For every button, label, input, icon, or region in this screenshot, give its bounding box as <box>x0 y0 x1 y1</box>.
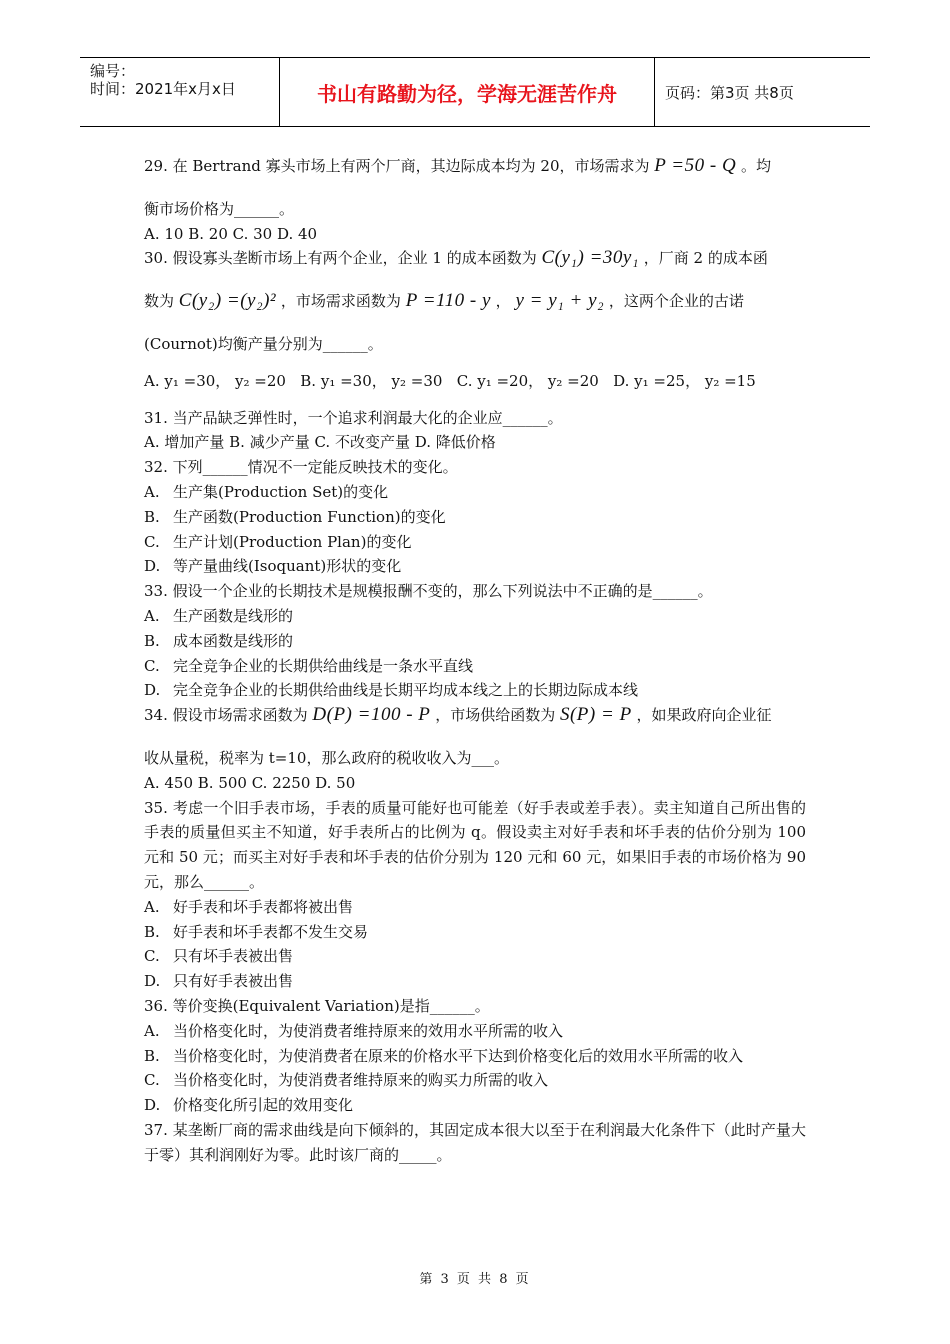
formula-cost-1: C(y₁) =30y₁ <box>541 247 639 269</box>
question-33-option-c: C. 完全竞争企业的长期供给曲线是一条水平直线 <box>144 656 474 675</box>
serial-label: 编号： <box>90 62 136 80</box>
formula-supply-function: S(P) = P <box>559 704 632 726</box>
formula-market-demand: P =110 - y <box>405 290 491 312</box>
question-32-stem: 32. 下列______情况不一定能反映技术的变化。 <box>144 458 458 477</box>
header-page-info: 页码：第3页 共8页 <box>665 83 794 102</box>
option-a: A. y₁ =30， y₂ =20 <box>144 371 286 390</box>
question-30-line-3: (Cournot)均衡产量分别为______。 <box>144 334 383 353</box>
question-33-option-a: A. 生产函数是线形的 <box>144 606 294 625</box>
question-31-options: A. 增加产量 B. 减少产量 C. 不改变产量 D. 降低价格 <box>144 433 496 452</box>
header-meta <box>80 58 280 126</box>
question-36-option-b: B. 当价格变化时，为使消费者在原来的价格水平下达到价格变化后的效用水平所需的收入 <box>144 1046 744 1065</box>
question-35-option-a: A. 好手表和坏手表都将被出售 <box>144 897 354 916</box>
question-36-option-a: A. 当价格变化时，为使消费者维持原来的效用水平所需的收入 <box>144 1021 564 1040</box>
question-34-line-1: 34. 假设市场需求函数为 D(P) =100 - P ，市场供给函数为 S(P) = P ，如果政府向企业征 <box>144 704 772 726</box>
page-footer: 第 3 页 共 8 页 <box>419 1272 531 1287</box>
question-32-option-b: B. 生产函数(Production Function)的变化 <box>144 507 446 526</box>
question-37-stem: 37. 某垄断厂商的需求曲线是向下倾斜的，其固定成本很大以至于在利润最大化条件下（此时产量大于零）其利润刚好为零。此时该厂商的_____。 <box>144 1120 806 1164</box>
question-29-line-1: 29. 在 Bertrand 寡头市场上有两个厂商，其边际成本均为 20，市场需求为 P =50 - Q 。均 <box>144 155 771 176</box>
header-motto: 书山有路勤为径，学海无涯苦作舟 <box>280 58 655 126</box>
formula-demand-function: D(P) =100 - P <box>312 704 431 726</box>
question-30-line-2: 数为 C(y₂) =(y₂)² ，市场需求函数为 P =110 - y ， y = y₁ + y₂ ，这两个企业的古诺 <box>144 290 744 312</box>
question-36-option-d: D. 价格变化所引起的效用变化 <box>144 1096 354 1115</box>
option-c: C. y₁ =20， y₂ =20 <box>456 371 599 390</box>
question-33-option-b: B. 成本函数是线形的 <box>144 631 294 650</box>
question-30-line-1: 30. 假设寡头垄断市场上有两个企业，企业 1 的成本函数为 C(y₁) =30y₁ ，厂商 2 的成本函 <box>144 247 768 269</box>
formula-demand: P =50 - Q <box>654 155 737 176</box>
question-35-option-b: B. 好手表和坏手表都不发生交易 <box>144 922 369 941</box>
question-34-line-2: 收从量税，税率为 t=10，那么政府的税收收入为___。 <box>144 748 509 767</box>
option-d: D. y₁ =25， y₂ =15 <box>613 371 756 390</box>
question-30-options <box>144 369 806 394</box>
formula-cost-2: C(y₂) =(y₂)² <box>178 290 277 312</box>
question-29-options: A. 10 B. 20 C. 30 D. 40 <box>144 224 318 243</box>
time-label: 时间：2021年x月x日 <box>90 80 236 98</box>
question-29-line-2: 衡市场价格为______。 <box>144 199 295 218</box>
question-36-stem: 36. 等价变换(Equivalent Variation)是指______。 <box>144 996 490 1015</box>
question-35-stem: 35. 考虑一个旧手表市场，手表的质量可能好也可能差（好手表或差手表）。卖主知道自己所出售的手表的质量但买主不知道，好手表所占的比例为 q。假设卖主对好手表和坏手表的估价分别为 100 元和 50 元；而买主对好手表和坏手表的估价分别为 120 元和 60 元，如果旧手表的市场价格为 90 元，那么______。 <box>144 798 806 891</box>
question-32-option-c: C. 生产计划(Production Plan)的变化 <box>144 532 412 551</box>
formula-total-output: y = y₁ + y₂ <box>515 290 605 312</box>
option-b: B. y₁ =30， y₂ =30 <box>300 371 443 390</box>
page-header <box>80 57 870 127</box>
question-33-option-d: D. 完全竞争企业的长期供给曲线是长期平均成本线之上的长期边际成本线 <box>144 681 639 700</box>
question-33-stem: 33. 假设一个企业的长期技术是规模报酬不变的，那么下列说法中不正确的是______。 <box>144 582 713 601</box>
question-34-options: A. 450 B. 500 C. 2250 D. 50 <box>144 773 356 792</box>
question-32-option-a: A. 生产集(Production Set)的变化 <box>144 482 389 501</box>
question-35-option-d: D. 只有好手表被出售 <box>144 972 294 991</box>
question-35-option-c: C. 只有坏手表被出售 <box>144 947 294 966</box>
document-body <box>144 154 806 1167</box>
question-32-option-d: D. 等产量曲线(Isoquant)形状的变化 <box>144 557 402 576</box>
question-36-option-c: C. 当价格变化时，为使消费者维持原来的购买力所需的收入 <box>144 1071 549 1090</box>
question-31-stem: 31. 当产品缺乏弹性时，一个追求利润最大化的企业应______。 <box>144 408 563 427</box>
